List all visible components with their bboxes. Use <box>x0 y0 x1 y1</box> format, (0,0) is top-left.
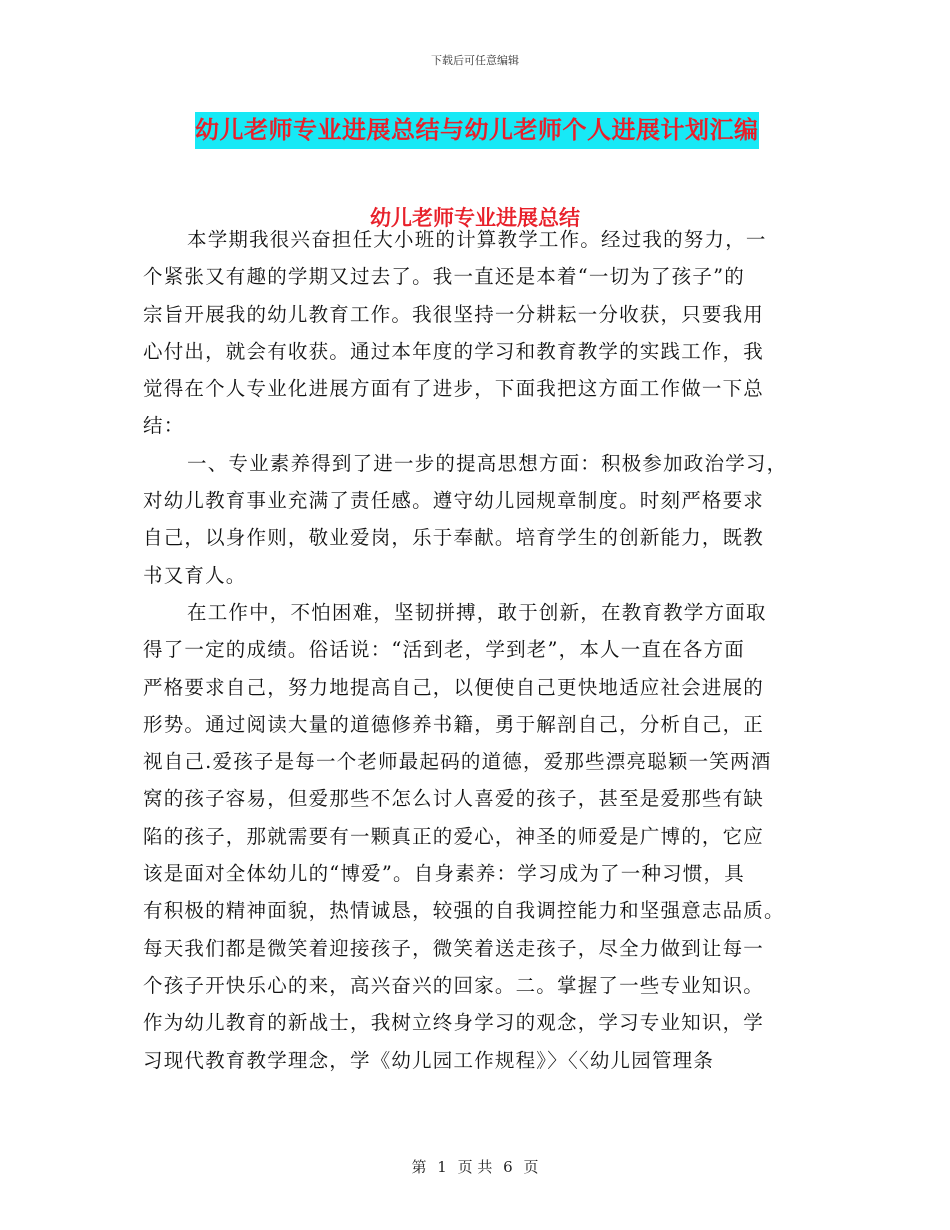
page-footer <box>0 1156 950 1177</box>
paragraph-line: 习现代教育教学理念，学《幼儿园工作规程》〉〈〈幼儿园管理条 <box>143 1048 715 1072</box>
paragraph-line: 严格要求自己，努力地提高自己，以便使自己更快地适应社会进展的 <box>143 675 765 699</box>
header-note: 下载后可任意编辑 <box>431 54 519 67</box>
paragraph-line: 觉得在个人专业化进展方面有了进步，下面我把这方面工作做一下总 <box>143 377 765 401</box>
paragraph-line: 陷的孩子，那就需要有一颗真正的爱心，神圣的师爱是广博的，它应 <box>143 824 765 848</box>
footer-suffix: 页 <box>523 1158 539 1176</box>
paragraph-line: 作为幼儿教育的新战士，我树立终身学习的观念，学习专业知识，学 <box>143 1011 765 1035</box>
paragraph-line: 本学期我很兴奋担任大小班的计算教学工作。经过我的努力，一 <box>187 228 767 251</box>
paragraph-line: 每天我们都是微笑着迎接孩子，微笑着送走孩子，尽全力做到让每一 <box>143 936 765 960</box>
current-page-number: 1 <box>437 1158 447 1176</box>
paragraph-line: 对幼儿教育事业充满了责任感。遵守幼儿园规章制度。时刻严格要求 <box>143 489 765 513</box>
paragraph-line: 有积极的精神面貌，热情诚恳，较强的自我调控能力和坚强意志品质。 <box>143 899 785 923</box>
paragraph-line: 心付出，就会有收获。通过本年度的学习和教育教学的实践工作，我 <box>143 339 765 363</box>
paragraph-line: 在工作中，不怕困难，坚韧拼搏，敢于创新，在教育教学方面取 <box>187 600 767 624</box>
document-title: 幼儿老师专业进展总结与幼儿老师个人进展计划汇编 <box>195 112 759 149</box>
paragraph-line: 一、专业素养得到了进一步的提高思想方面：积极参加政治学习， <box>187 451 788 475</box>
paragraph-line: 书又育人。 <box>143 563 247 587</box>
paragraph-line: 个孩子开快乐心的来，高兴奋兴的回家。二。掌握了一些专业知识。 <box>143 973 765 997</box>
paragraph-line: 形势。通过阅读大量的道德修养书籍，勇于解剖自己，分析自己，正 <box>143 712 765 736</box>
paragraph-line: 该是面对全体幼儿的“博爱”。自身素养：学习成为了一种习惯，具 <box>143 862 745 886</box>
paragraph-line: 得了一定的成绩。俗话说：“活到老，学到老”，本人一直在各方面 <box>143 638 745 662</box>
paragraph-line: 视自己.爱孩子是每一个老师最起码的道德，爱那些漂亮聪颖一笑两酒 <box>143 750 772 774</box>
body-text <box>143 221 803 1079</box>
paragraph-line: 窝的孩子容易，但爱那些不怎么讨人喜爱的孩子，甚至是爱那些有缺 <box>143 787 765 811</box>
footer-middle: 页 共 <box>457 1158 493 1176</box>
footer-prefix: 第 <box>411 1158 427 1176</box>
total-page-count: 6 <box>503 1158 513 1176</box>
paragraph-line: 宗旨开展我的幼儿教育工作。我很坚持一分耕耘一分收获，只要我用 <box>143 302 765 326</box>
section-title: 幼儿老师专业进展总结 <box>370 206 580 230</box>
paragraph-line: 结： <box>143 414 185 438</box>
paragraph-line: 自己，以身作则，敬业爱岗，乐于奉献。培育学生的创新能力，既教 <box>143 526 765 550</box>
paragraph-line: 个紧张又有趣的学期又过去了。我一直还是本着“一切为了孩子”的 <box>143 265 745 289</box>
